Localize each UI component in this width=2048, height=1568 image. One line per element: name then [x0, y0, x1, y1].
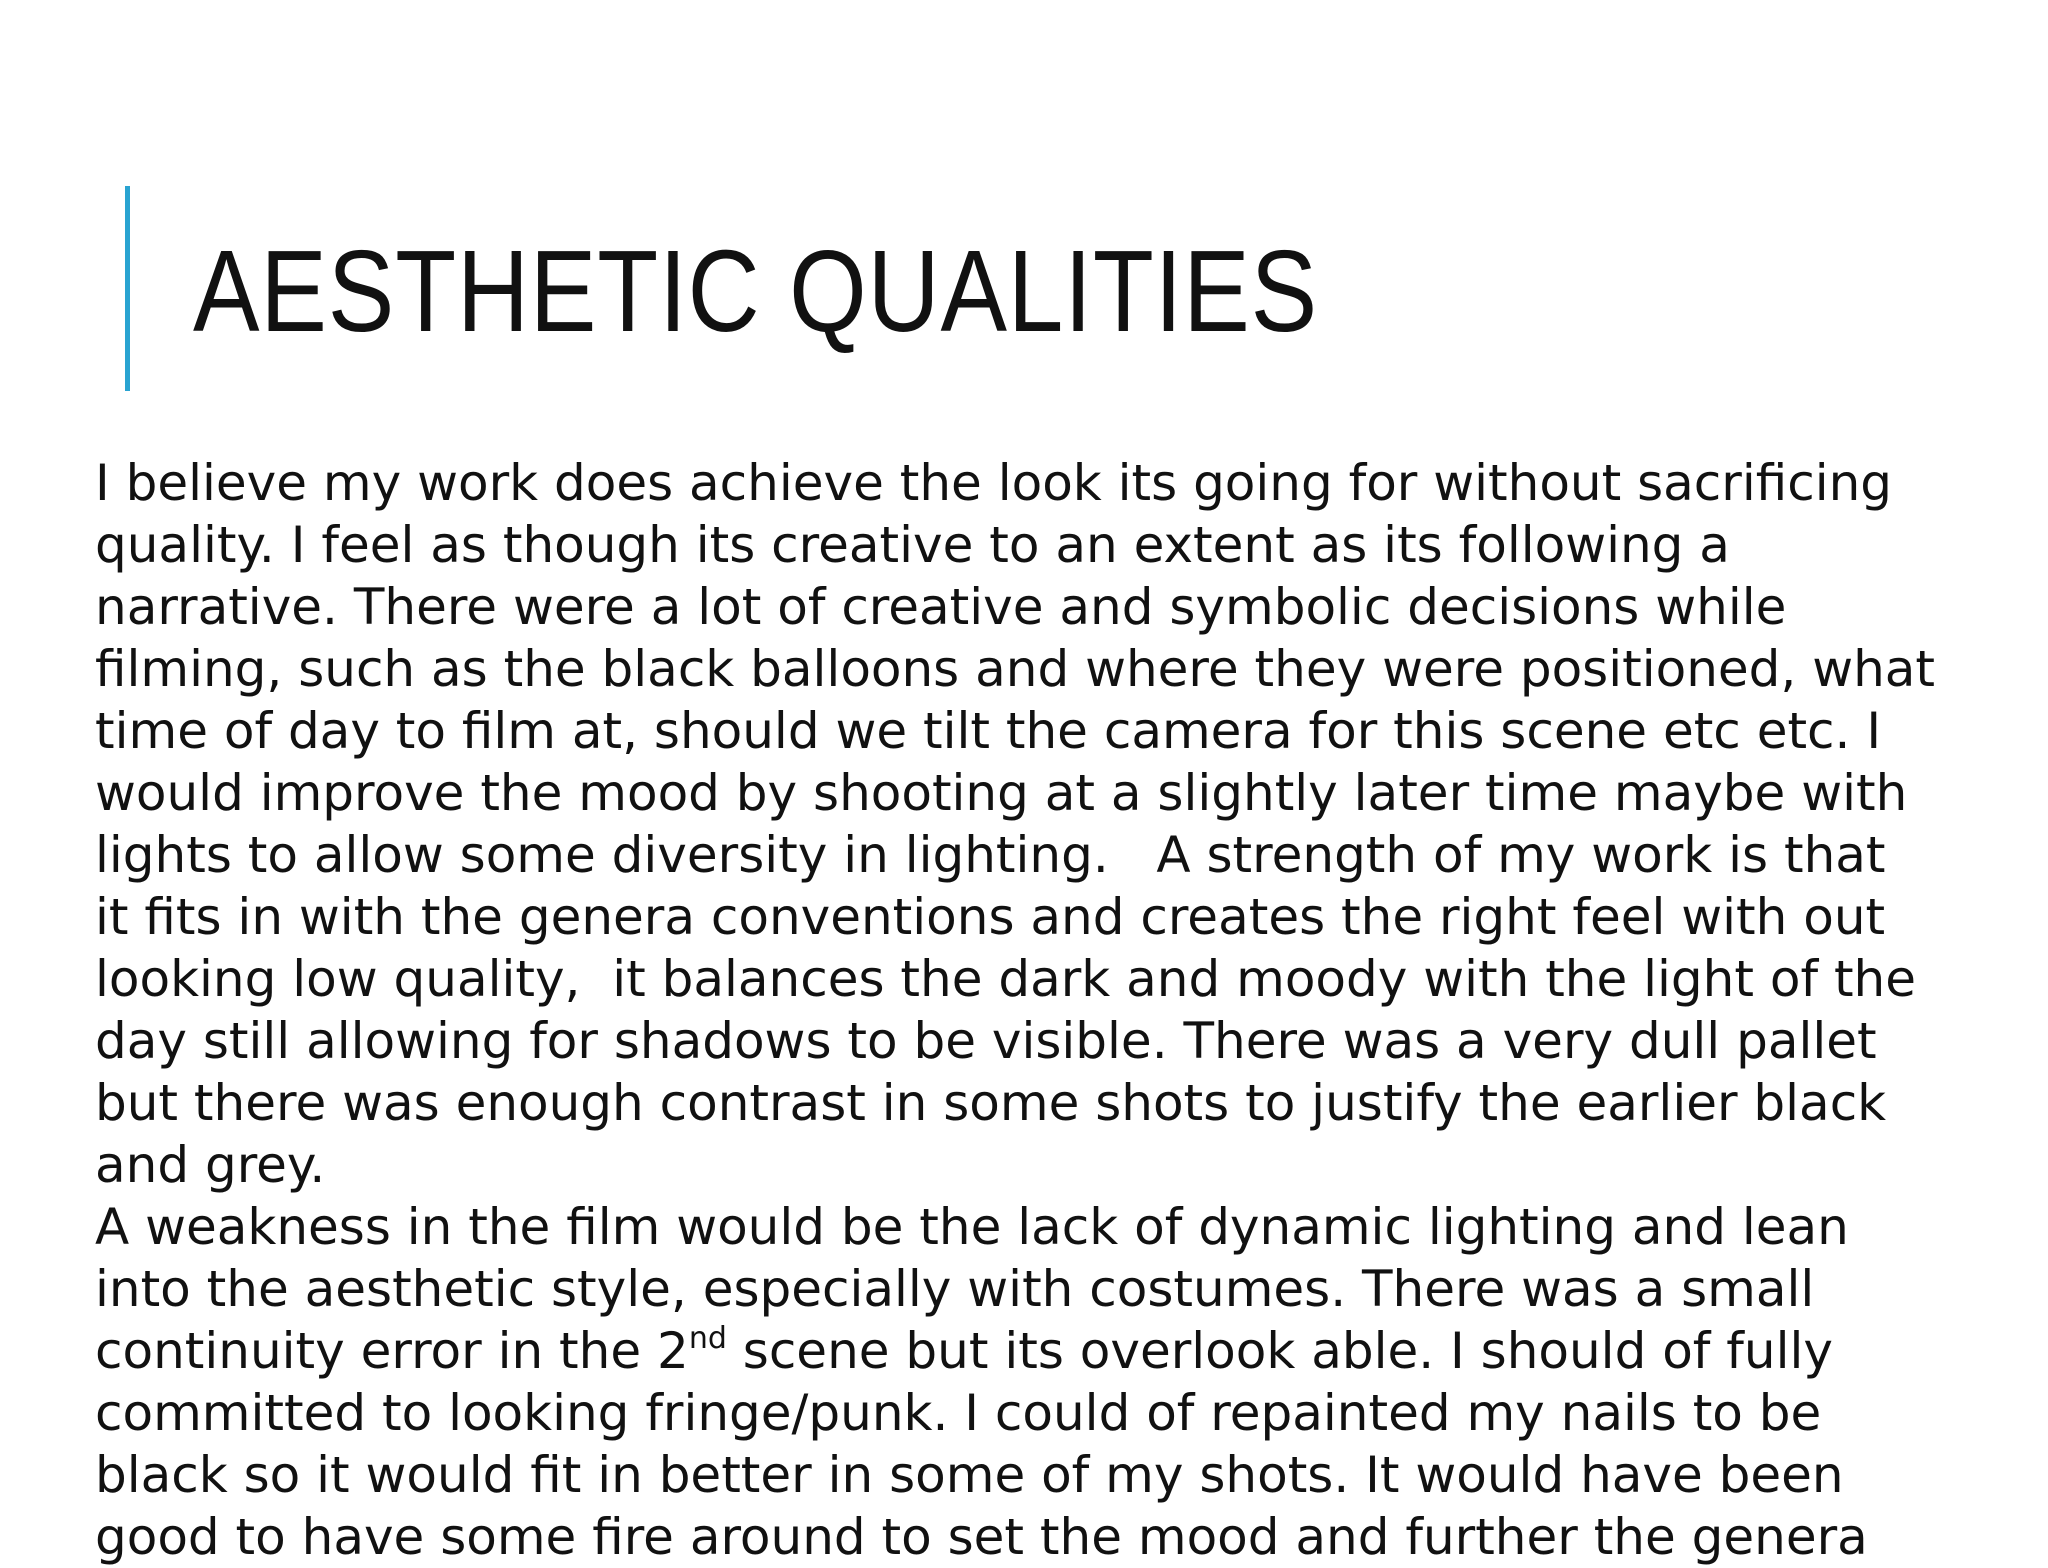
- body-line: committed to looking fringe/punk. I could of repainted my nails to be: [95, 1384, 1822, 1442]
- body-text-segment: scene but its overlook able. I should of fully: [726, 1322, 1833, 1380]
- body-line: and grey.: [95, 1136, 326, 1194]
- body-line-with-superscript: [95, 1320, 1995, 1382]
- body-line: looking low quality, it balances the dark and moody with the light of the: [95, 950, 1916, 1008]
- body-line: filming, such as the black balloons and where they were positioned, what: [95, 640, 1936, 698]
- body-line: I believe my work does achieve the look its going for without sacrificing: [95, 454, 1893, 512]
- body-line: quality. I feel as though its creative to an extent as its following a: [95, 516, 1730, 574]
- body-line: good to have some fire around to set the mood and further the genera: [95, 1508, 1868, 1566]
- body-text-segment: continuity error in the 2: [95, 1322, 689, 1380]
- body-line: narrative. There were a lot of creative and symbolic decisions while: [95, 578, 1787, 636]
- slide-title: AESTHETIC QUALITIES: [193, 226, 1319, 356]
- body-line: black so it would fit in better in some of my shots. It would have been: [95, 1446, 1844, 1504]
- slide-body-text: [95, 452, 1995, 1568]
- body-line: it fits in with the genera conventions and creates the right feel with out: [95, 888, 1886, 946]
- body-line: but there was enough contrast in some shots to justify the earlier black: [95, 1074, 1887, 1132]
- body-line: lights to allow some diversity in lighting. A strength of my work is that: [95, 826, 1886, 884]
- body-line: A weakness in the film would be the lack of dynamic lighting and lean: [95, 1198, 1849, 1256]
- body-line: day still allowing for shadows to be visible. There was a very dull pallet: [95, 1012, 1877, 1070]
- ordinal-superscript: nd: [688, 1321, 727, 1356]
- body-line: time of day to film at, should we tilt the camera for this scene etc etc. I: [95, 702, 1882, 760]
- title-accent-bar: [125, 186, 130, 391]
- body-line: into the aesthetic style, especially with costumes. There was a small: [95, 1260, 1815, 1318]
- body-line: would improve the mood by shooting at a slightly later time maybe with: [95, 764, 1908, 822]
